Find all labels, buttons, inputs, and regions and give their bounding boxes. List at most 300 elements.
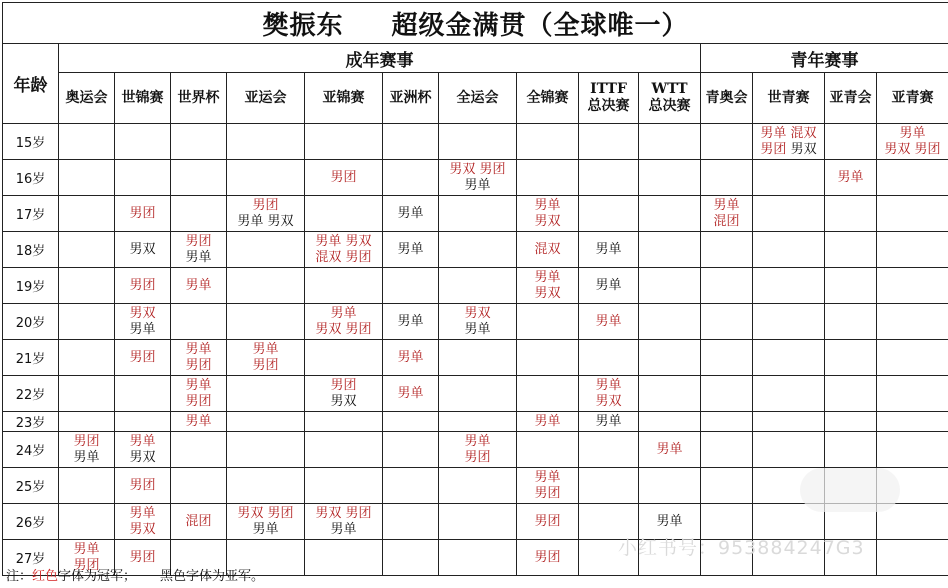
event-header-0 [59, 73, 115, 124]
result-text: 男单 [397, 313, 424, 329]
result-text: 男单 [185, 341, 212, 357]
result-text: 男双 男团 [884, 141, 941, 157]
result-cell [701, 432, 753, 468]
result-cell [579, 232, 639, 268]
result-cell [517, 412, 579, 432]
event-label: 世界杯 [177, 89, 220, 106]
result-cell [517, 160, 579, 196]
result-cell [701, 340, 753, 376]
result-cell [639, 232, 701, 268]
result-text: 男双 男团 [315, 321, 372, 337]
result-cell [227, 504, 305, 540]
result-text: 男双 [464, 305, 491, 321]
result-cell [115, 232, 171, 268]
result-text: 混双 男团 [315, 249, 372, 265]
watermark-text: 小红书号：953884247G3 [618, 537, 865, 559]
result-cell [383, 504, 439, 540]
result-cell [517, 376, 579, 412]
result-cell [579, 340, 639, 376]
result-cell [639, 160, 701, 196]
result-cell [517, 540, 579, 576]
result-cell [305, 268, 383, 304]
result-cell [115, 340, 171, 376]
note-mid: 字体为冠军； [58, 569, 137, 584]
age-cell: 19岁 [3, 268, 59, 304]
result-text: 男单 [129, 505, 156, 521]
result-cell [579, 540, 639, 576]
result-cell [439, 432, 517, 468]
result-text: 男单 [397, 385, 424, 401]
result-text: 男团 [129, 205, 156, 221]
result-cell [59, 268, 115, 304]
result-text: 男团 [760, 141, 787, 157]
result-cell [115, 432, 171, 468]
result-cell [59, 468, 115, 504]
result-cell [439, 268, 517, 304]
event-header-8 [579, 73, 639, 124]
age-cell: 22岁 [3, 376, 59, 412]
result-text: 男单 [595, 277, 622, 293]
event-label: 总决赛 [587, 98, 630, 114]
event-label: 奥运会 [65, 89, 108, 106]
note-red-word: 红色 [32, 569, 59, 584]
result-cell [701, 124, 753, 160]
result-cell [115, 304, 171, 340]
result-cell [753, 304, 825, 340]
table-row [3, 432, 948, 468]
event-header-7 [517, 73, 579, 124]
result-text: 男单 [837, 169, 864, 185]
result-cell [383, 468, 439, 504]
result-cell [517, 268, 579, 304]
event-header-11 [753, 73, 825, 124]
result-cell [227, 124, 305, 160]
result-cell [439, 124, 517, 160]
result-text: 男单 [185, 249, 212, 265]
result-text: 男单 [534, 413, 561, 429]
result-text: 男单 [397, 241, 424, 257]
result-cell [825, 268, 877, 304]
result-text: 男单 [595, 313, 622, 329]
result-cell [227, 468, 305, 504]
result-text: 男团 [73, 433, 100, 449]
result-text: 男单 混双 [760, 125, 817, 141]
result-text: 男双 [534, 285, 561, 301]
result-text: 男单 [252, 341, 279, 357]
result-cell [59, 160, 115, 196]
table-row [3, 196, 948, 232]
event-header-6 [439, 73, 517, 124]
result-cell [59, 232, 115, 268]
result-cell [579, 376, 639, 412]
result-cell [825, 340, 877, 376]
result-cell [305, 232, 383, 268]
result-cell [877, 160, 948, 196]
result-text: 男单 [252, 521, 279, 537]
result-cell [753, 232, 825, 268]
age-cell: 15岁 [3, 124, 59, 160]
result-cell [701, 412, 753, 432]
result-cell [115, 268, 171, 304]
watermark-badge [800, 468, 900, 512]
result-cell [305, 540, 383, 576]
result-text: 男单 [713, 197, 740, 213]
age-cell: 18岁 [3, 232, 59, 268]
result-cell [517, 468, 579, 504]
result-cell [115, 504, 171, 540]
result-cell [639, 540, 701, 576]
result-text: 男双 [534, 213, 561, 229]
legend-note [2, 565, 264, 585]
age-cell: 24岁 [3, 432, 59, 468]
result-cell [59, 304, 115, 340]
result-cell [227, 304, 305, 340]
result-cell [115, 160, 171, 196]
result-cell [171, 124, 227, 160]
result-text: 男团 [73, 557, 100, 573]
event-label: 全锦赛 [526, 89, 569, 106]
result-text: 男单 [185, 277, 212, 293]
result-cell [825, 376, 877, 412]
result-cell [825, 232, 877, 268]
result-cell [639, 468, 701, 504]
result-text: 男团 [252, 197, 279, 213]
result-cell [305, 504, 383, 540]
result-text: 男双 [129, 241, 156, 257]
result-text: 混团 [185, 513, 212, 529]
result-text: 男单 [534, 269, 561, 285]
result-cell [439, 540, 517, 576]
title-text: 超级金满贯（全球唯一） [391, 10, 689, 41]
result-cell [753, 160, 825, 196]
result-cell [305, 468, 383, 504]
result-text: 男单 [464, 321, 491, 337]
result-cell [171, 340, 227, 376]
event-label: 总决赛 [648, 98, 691, 114]
result-cell [227, 376, 305, 412]
table-row [3, 160, 948, 196]
result-text: 男团 [129, 549, 156, 565]
result-text: 男单 [595, 241, 622, 257]
result-text: 男单 [595, 377, 622, 393]
result-cell [639, 304, 701, 340]
result-text: 男单 [185, 377, 212, 393]
result-cell [639, 412, 701, 432]
result-cell [701, 468, 753, 504]
result-cell [639, 340, 701, 376]
result-cell [579, 196, 639, 232]
result-cell [639, 124, 701, 160]
result-cell [115, 412, 171, 432]
result-cell [227, 412, 305, 432]
result-cell [701, 232, 753, 268]
age-cell: 17岁 [3, 196, 59, 232]
result-cell [171, 504, 227, 540]
result-text: 男双 男团 [315, 505, 372, 521]
result-cell [877, 268, 948, 304]
note-black: 黑色字体为亚军。 [160, 569, 265, 584]
result-cell [701, 196, 753, 232]
event-header-2 [171, 73, 227, 124]
result-cell [383, 540, 439, 576]
result-cell [439, 340, 517, 376]
result-text: 男双 男团 [449, 161, 506, 177]
event-label: 亚锦赛 [322, 89, 365, 106]
result-cell [701, 304, 753, 340]
result-text: 男团 [330, 169, 357, 185]
result-text: 男单 [899, 125, 926, 141]
result-cell [517, 304, 579, 340]
result-text: 男单 [656, 513, 683, 529]
result-cell [579, 504, 639, 540]
result-cell [383, 124, 439, 160]
result-cell [517, 432, 579, 468]
result-cell [825, 196, 877, 232]
result-cell [517, 232, 579, 268]
result-cell [171, 468, 227, 504]
table-row [3, 268, 948, 304]
result-cell [753, 268, 825, 304]
result-cell [579, 468, 639, 504]
result-cell [877, 340, 948, 376]
result-cell [59, 432, 115, 468]
event-header-13 [877, 73, 948, 124]
result-cell [383, 232, 439, 268]
result-text: 男单 [464, 433, 491, 449]
result-cell [59, 412, 115, 432]
result-cell [825, 540, 877, 576]
age-cell: 27岁 [3, 540, 59, 576]
result-cell [171, 376, 227, 412]
result-cell [753, 412, 825, 432]
result-cell [59, 196, 115, 232]
result-cell [753, 376, 825, 412]
result-cell [701, 504, 753, 540]
event-header-12 [825, 73, 877, 124]
result-cell [753, 340, 825, 376]
age-cell: 25岁 [3, 468, 59, 504]
result-cell [753, 196, 825, 232]
result-text: 男团 [330, 377, 357, 393]
result-text: 男团 [534, 513, 561, 529]
result-cell [877, 304, 948, 340]
table-row [3, 412, 948, 432]
result-cell [115, 468, 171, 504]
result-cell [579, 268, 639, 304]
result-text: 男双 [786, 141, 817, 157]
result-cell [639, 376, 701, 412]
result-cell [877, 196, 948, 232]
result-cell [825, 124, 877, 160]
result-text: 男单 [397, 349, 424, 365]
result-text: 混双 [534, 241, 561, 257]
result-text: 男团 [129, 349, 156, 365]
result-cell [639, 196, 701, 232]
result-text: 男团 [129, 277, 156, 293]
result-cell [439, 412, 517, 432]
result-text: 男单 [534, 469, 561, 485]
event-header-10 [701, 73, 753, 124]
result-text: 男双 [129, 449, 156, 465]
result-cell [639, 504, 701, 540]
result-cell [383, 412, 439, 432]
event-label: 亚洲杯 [389, 89, 432, 106]
result-cell [639, 432, 701, 468]
result-cell [59, 124, 115, 160]
result-cell [171, 196, 227, 232]
result-cell [825, 160, 877, 196]
result-text: 男团 [185, 393, 212, 409]
title-name: 樊振东 [262, 10, 344, 41]
result-cell [171, 232, 227, 268]
result-text: 混团 [713, 213, 740, 229]
result-text: 男双 [595, 393, 622, 409]
result-cell [701, 376, 753, 412]
table-row [3, 376, 948, 412]
result-text: 男团 [252, 357, 279, 373]
result-cell [305, 160, 383, 196]
result-cell [579, 124, 639, 160]
result-cell [383, 340, 439, 376]
result-cell [227, 268, 305, 304]
result-cell [701, 540, 753, 576]
table-row [3, 304, 948, 340]
group-senior: 成年赛事 [59, 44, 701, 73]
result-cell [439, 504, 517, 540]
result-text: 男单 [656, 441, 683, 457]
result-cell [115, 196, 171, 232]
result-cell [439, 232, 517, 268]
result-text: 男团 [534, 549, 561, 565]
result-cell [579, 432, 639, 468]
result-text: 男双 [129, 521, 156, 537]
sheet-title [3, 3, 948, 44]
event-header-3 [227, 73, 305, 124]
event-label: 亚青赛 [891, 89, 934, 106]
result-cell [579, 160, 639, 196]
result-cell [701, 160, 753, 196]
result-cell [59, 340, 115, 376]
result-cell [579, 412, 639, 432]
result-cell [517, 196, 579, 232]
result-cell [877, 412, 948, 432]
result-cell [825, 432, 877, 468]
result-cell [517, 124, 579, 160]
result-cell [171, 304, 227, 340]
result-cell [639, 268, 701, 304]
result-cell [383, 376, 439, 412]
result-cell [171, 268, 227, 304]
age-cell: 21岁 [3, 340, 59, 376]
result-cell [383, 196, 439, 232]
age-cell: 23岁 [3, 412, 59, 432]
result-cell [115, 124, 171, 160]
result-cell [439, 304, 517, 340]
table-row [3, 232, 948, 268]
result-cell [227, 432, 305, 468]
result-cell [439, 376, 517, 412]
event-label: 亚运会 [244, 89, 287, 106]
result-text: 男团 [185, 357, 212, 373]
event-label: 青奥会 [705, 89, 748, 106]
result-text: 男团 [534, 485, 561, 501]
result-cell [227, 232, 305, 268]
result-text: 男单 男双 [237, 213, 294, 229]
table-row [3, 340, 948, 376]
event-header-1 [115, 73, 171, 124]
result-text: 男单 [464, 177, 491, 193]
result-text: 男团 [464, 449, 491, 465]
event-label: 亚青会 [829, 89, 872, 106]
result-cell [877, 232, 948, 268]
result-cell [305, 340, 383, 376]
result-cell [305, 432, 383, 468]
result-text: 男单 [595, 413, 622, 429]
result-cell [227, 340, 305, 376]
result-cell [439, 196, 517, 232]
result-cell [825, 412, 877, 432]
event-label: WTT [651, 81, 688, 97]
result-cell [383, 160, 439, 196]
age-cell: 26岁 [3, 504, 59, 540]
result-cell [877, 124, 948, 160]
event-header-9 [639, 73, 701, 124]
result-text: 男单 [330, 521, 357, 537]
result-cell [753, 432, 825, 468]
event-header-4 [305, 73, 383, 124]
result-cell [59, 504, 115, 540]
result-cell [171, 432, 227, 468]
age-cell: 20岁 [3, 304, 59, 340]
result-cell [115, 376, 171, 412]
table-row [3, 504, 948, 540]
group-youth: 青年赛事 [701, 44, 948, 73]
result-cell [439, 160, 517, 196]
result-text: 男单 [185, 413, 212, 429]
result-cell [439, 468, 517, 504]
age-cell: 16岁 [3, 160, 59, 196]
result-cell [517, 504, 579, 540]
result-cell [877, 432, 948, 468]
result-cell [305, 124, 383, 160]
result-text: 男团 [185, 233, 212, 249]
result-cell [227, 196, 305, 232]
result-cell [701, 268, 753, 304]
result-cell [753, 540, 825, 576]
result-text: 男单 [397, 205, 424, 221]
result-cell [305, 376, 383, 412]
result-text: 男单 [534, 197, 561, 213]
result-cell [227, 160, 305, 196]
event-label: 世青赛 [767, 89, 810, 106]
result-text: 男双 男团 [237, 505, 294, 521]
result-text: 男单 [73, 541, 100, 557]
event-header-5 [383, 73, 439, 124]
result-cell [517, 340, 579, 376]
event-label: 全运会 [456, 89, 499, 106]
result-text: 男双 [330, 393, 357, 409]
event-label: 世锦赛 [121, 89, 164, 106]
result-cell [383, 268, 439, 304]
result-cell [305, 196, 383, 232]
result-text: 男单 [73, 449, 100, 465]
result-text: 男单 [129, 433, 156, 449]
result-cell [383, 432, 439, 468]
result-cell [877, 540, 948, 576]
event-label: ITTF [590, 81, 627, 97]
result-text: 男单 [129, 321, 156, 337]
result-cell [579, 304, 639, 340]
